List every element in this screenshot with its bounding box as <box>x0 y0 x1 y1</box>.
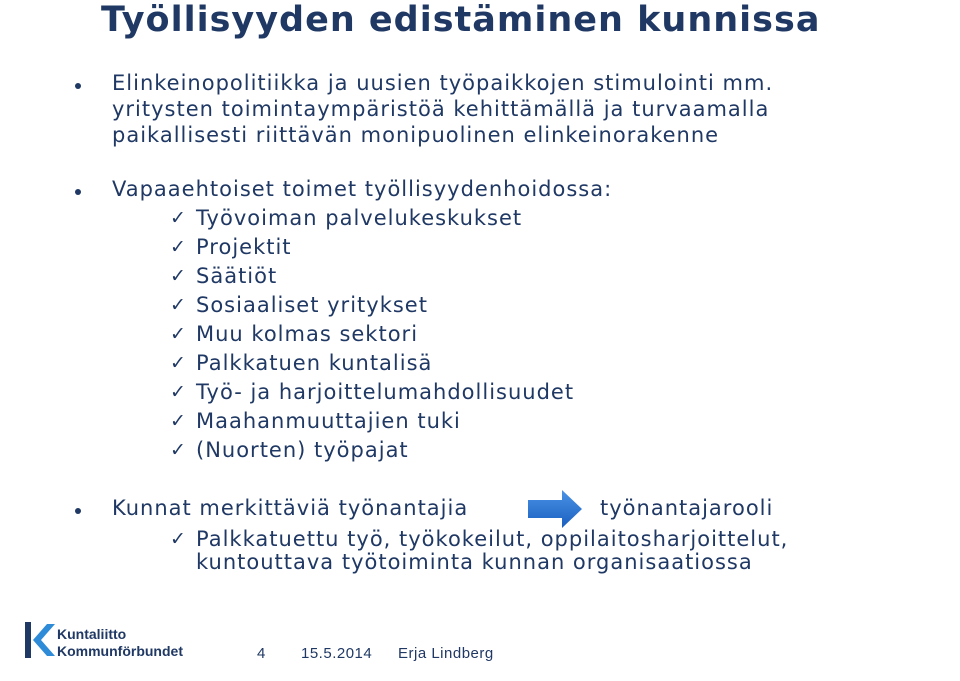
bullet-1-line-2: yritysten toimintaympäristöä kehittämällä ja turvaamalla <box>112 97 770 121</box>
logo-line-1: Kuntaliitto <box>57 626 127 642</box>
bullet-dot <box>75 189 81 195</box>
bullet-2-text: Vapaaehtoiset toimet työllisyydenhoidossa: <box>112 177 613 201</box>
footer-author: Erja Lindberg <box>398 645 494 662</box>
check-icon: ✓ <box>170 381 187 403</box>
bullet-3-left-text: Kunnat merkittäviä työnantajia <box>112 496 469 520</box>
logo-line-2: Kommunförbundet <box>57 643 183 659</box>
check-icon: ✓ <box>170 265 187 287</box>
check-icon: ✓ <box>170 236 187 258</box>
slide-title: Työllisyyden edistäminen kunnissa <box>101 0 821 40</box>
bullet-3-right-text: työnantajarooli <box>600 496 774 520</box>
check-icon: ✓ <box>170 294 187 316</box>
page-number: 4 <box>257 645 266 662</box>
check-icon: ✓ <box>170 323 187 345</box>
check-icon: ✓ <box>170 207 187 229</box>
footer-date: 15.5.2014 <box>301 645 373 662</box>
check-icon: ✓ <box>170 352 187 374</box>
check-icon: ✓ <box>170 528 187 550</box>
right-arrow-icon <box>528 490 582 528</box>
check-icon: ✓ <box>170 439 187 461</box>
check-icon: ✓ <box>170 410 187 432</box>
bullet-dot <box>75 508 81 514</box>
bullet-dot <box>75 83 81 89</box>
bullet-1-line-1: Elinkeinopolitiikka ja uusien työpaikkojen stimulointi mm. <box>112 71 774 95</box>
bullet-1-line-3: paikallisesti riittävän monipuolinen elinkeinorakenne <box>112 123 720 147</box>
